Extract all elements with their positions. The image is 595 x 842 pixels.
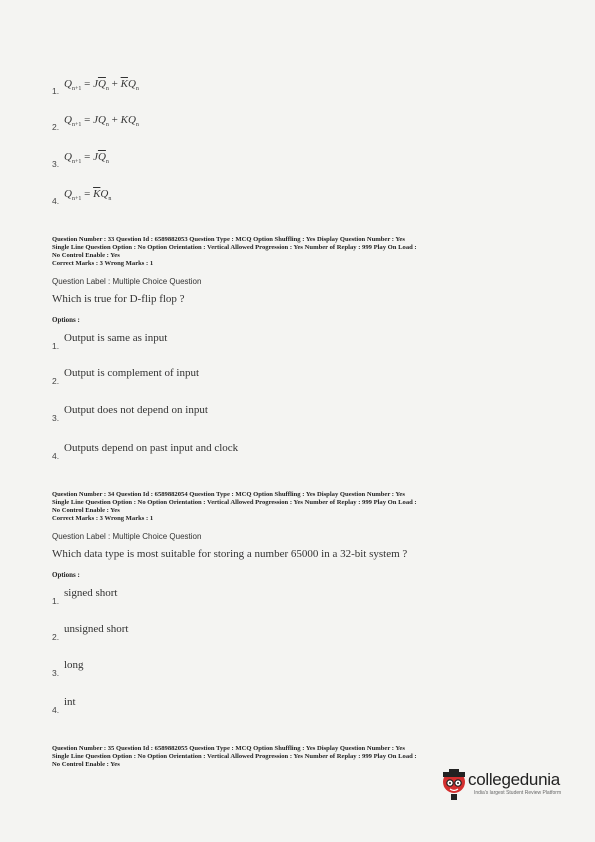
option-text: int (64, 696, 76, 708)
question-text: Which is true for D-flip flop ? (52, 293, 185, 305)
meta-line: Question Number : 34 Question Id : 6589882054 Question Type : MCQ Option Shuffling : Yes Display Question Number : Yes (52, 491, 405, 498)
option-text: signed short (64, 587, 118, 599)
option-text: unsigned short (64, 623, 129, 635)
marks: Correct Marks : 3 Wrong Marks : 1 (52, 260, 154, 267)
meta-line: No Control Enable : Yes (52, 507, 120, 514)
option-number: 2. (52, 376, 60, 386)
option-number: 1. (52, 596, 60, 606)
option-text: Output is same as input (64, 332, 168, 344)
option-number: 4. (52, 451, 60, 461)
option-text: Outputs depend on past input and clock (64, 442, 239, 454)
option-text: long (64, 659, 84, 671)
equation: $Q_{n+1} = JQ_n + KQ_n$ (64, 114, 139, 129)
options-label: Options : (52, 316, 80, 324)
option-number: 2. (52, 632, 60, 642)
question-label: Question Label : Multiple Choice Question (52, 532, 202, 541)
options-label: Options : (52, 571, 80, 579)
question-meta (52, 745, 552, 769)
option-number: 1. (52, 86, 60, 96)
meta-line: No Control Enable : Yes (52, 252, 120, 259)
mascot-icon (440, 768, 468, 802)
question-meta (52, 491, 552, 523)
option-text: Output is complement of input (64, 367, 200, 379)
option-number: 3. (52, 159, 60, 169)
meta-line: Question Number : 35 Question Id : 6589882055 Question Type : MCQ Option Shuffling : Yes Display Question Number : Yes (52, 745, 405, 752)
brand-name: collegedunia (468, 770, 560, 789)
question-meta (52, 236, 552, 268)
option-number: 1. (52, 341, 60, 351)
equation: $Q_{n+1} = J\overline{Q}_n$ (64, 151, 109, 166)
equation: $Q_{n+1} = J\overline{Q}_n + \overline{K}Q_n$ (64, 78, 139, 93)
option-number: 3. (52, 413, 60, 423)
meta-line: Question Number : 33 Question Id : 6589882053 Question Type : MCQ Option Shuffling : Yes Display Question Number : Yes (52, 236, 405, 243)
option-text: Output does not depend on input (64, 404, 208, 416)
brand-tagline: India's largest Student Review Platform (474, 790, 562, 796)
collegedunia-logo (440, 768, 560, 804)
option-number: 4. (52, 196, 60, 206)
option-number: 2. (52, 122, 60, 132)
question-text: Which data type is most suitable for storing a number 65000 in a 32-bit system ? (52, 548, 408, 560)
option-number: 4. (52, 705, 60, 715)
marks: Correct Marks : 3 Wrong Marks : 1 (52, 515, 154, 522)
meta-line: Single Line Question Option : No Option Orientation : Vertical Allowed Progression : Yes Number of Replay : 999 Play On Load : (52, 244, 417, 251)
meta-line: Single Line Question Option : No Option Orientation : Vertical Allowed Progression : Yes Number of Replay : 999 Play On Load : (52, 499, 417, 506)
meta-line: No Control Enable : Yes (52, 761, 120, 768)
question-label: Question Label : Multiple Choice Question (52, 277, 202, 286)
equation: $Q_{n+1} = \overline{K}Q_n$ (64, 188, 112, 203)
option-number: 3. (52, 668, 60, 678)
meta-line: Single Line Question Option : No Option Orientation : Vertical Allowed Progression : Yes Number of Replay : 999 Play On Load : (52, 753, 417, 760)
